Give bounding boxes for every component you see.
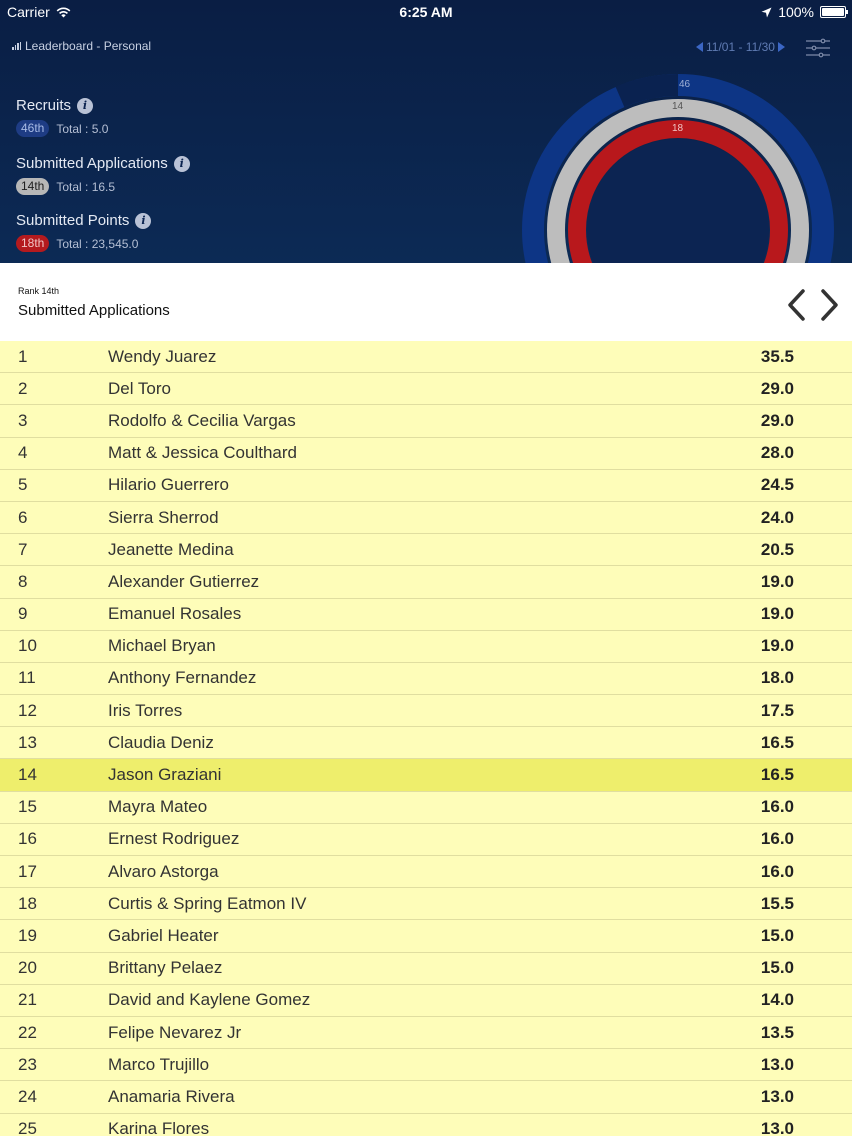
rank-badge: 46th — [16, 120, 49, 137]
battery-icon — [820, 6, 846, 18]
row-name: Rodolfo & Cecilia Vargas — [108, 410, 296, 430]
metric-label: Submitted Applications — [16, 155, 168, 172]
leaderboard-row[interactable] — [0, 920, 852, 952]
row-score: 19.0 — [760, 604, 794, 624]
row-rank: 5 — [18, 475, 28, 495]
row-rank: 12 — [18, 700, 37, 720]
leaderboard-row[interactable] — [0, 695, 852, 727]
row-name: Iris Torres — [108, 700, 183, 720]
status-right-group — [761, 4, 846, 20]
row-name: Wendy Juarez — [108, 346, 217, 366]
row-score: 13.5 — [760, 1022, 794, 1042]
metric-total: Total : 16.5 — [56, 179, 116, 194]
row-name: Alexander Gutierrez — [108, 571, 260, 591]
row-score: 24.0 — [760, 507, 794, 527]
row-score: 18.0 — [760, 668, 794, 688]
leaderboard-section-header — [0, 263, 852, 341]
row-score: 29.0 — [760, 378, 794, 398]
row-rank: 7 — [18, 539, 28, 559]
row-score: 15.0 — [760, 925, 794, 945]
row-score: 16.0 — [760, 797, 794, 817]
leaderboard-row[interactable] — [0, 985, 852, 1017]
row-rank: 19 — [18, 925, 37, 945]
row-rank: 4 — [18, 443, 28, 463]
leaderboard-row[interactable] — [0, 566, 852, 598]
row-rank: 15 — [18, 797, 37, 817]
rank-badge: 18th — [16, 235, 49, 252]
row-rank: 18 — [18, 893, 37, 913]
rank-rings-chart — [518, 72, 838, 263]
signal-bars-icon — [12, 42, 21, 50]
info-icon[interactable]: i — [174, 156, 190, 172]
leaderboard-list[interactable] — [0, 341, 852, 1136]
leaderboard-row[interactable] — [0, 534, 852, 566]
row-score: 29.0 — [760, 410, 794, 430]
row-rank: 24 — [18, 1086, 37, 1106]
row-rank: 13 — [18, 732, 37, 752]
date-range-text: 11/01 - 11/30 — [706, 40, 775, 54]
row-name: Hilario Guerrero — [108, 475, 229, 495]
row-name: David and Kaylene Gomez — [108, 990, 311, 1010]
row-name: Ernest Rodriguez — [108, 829, 240, 849]
row-rank: 14 — [18, 765, 37, 785]
row-rank: 23 — [18, 1054, 37, 1074]
ring-inner-label: 18 — [672, 123, 684, 134]
leaderboard-title-text: Leaderboard - Personal — [25, 39, 152, 53]
leaderboard-row[interactable] — [0, 792, 852, 824]
previous-category-button[interactable] — [784, 287, 810, 323]
row-rank: 2 — [18, 378, 28, 398]
row-rank: 21 — [18, 990, 37, 1010]
leaderboard-title — [12, 39, 151, 53]
row-name: Del Toro — [108, 378, 171, 398]
info-icon[interactable]: i — [77, 98, 93, 114]
metric-submitted-points — [16, 212, 151, 252]
row-score: 13.0 — [760, 1054, 794, 1074]
leaderboard-row[interactable] — [0, 631, 852, 663]
leaderboard-row[interactable] — [0, 599, 852, 631]
metric-total: Total : 5.0 — [56, 121, 109, 136]
ring-outer-label: 46 — [679, 79, 691, 90]
row-score: 24.5 — [760, 475, 794, 495]
row-score: 28.0 — [760, 443, 794, 463]
row-name: Felipe Nevarez Jr — [108, 1022, 242, 1042]
leaderboard-row[interactable] — [0, 1114, 852, 1136]
metric-label: Submitted Points — [16, 212, 130, 229]
row-name: Gabriel Heater — [108, 925, 219, 945]
row-score: 15.5 — [760, 893, 794, 913]
row-name: Mayra Mateo — [108, 797, 208, 817]
ring-outer-gap — [620, 85, 678, 97]
row-score: 16.0 — [760, 829, 794, 849]
row-rank: 11 — [18, 668, 36, 688]
row-name: Marco Trujillo — [108, 1054, 210, 1074]
leaderboard-row[interactable] — [0, 953, 852, 985]
section-rank-label: Rank 14th — [18, 286, 60, 296]
section-title: Submitted Applications — [18, 302, 170, 319]
leaderboard-row[interactable] — [0, 470, 852, 502]
row-name: Anamaria Rivera — [108, 1086, 235, 1106]
next-category-button[interactable] — [816, 287, 842, 323]
row-rank: 16 — [18, 829, 37, 849]
row-rank: 25 — [18, 1119, 37, 1136]
metric-recruits — [16, 97, 108, 137]
battery-percent: 100% — [778, 4, 814, 20]
leaderboard-row[interactable] — [0, 663, 852, 695]
row-name: Matt & Jessica Coulthard — [108, 443, 297, 463]
metric-label: Recruits — [16, 97, 72, 114]
rank-badge: 14th — [16, 178, 49, 195]
row-name: Sierra Sherrod — [108, 507, 219, 527]
row-name: Anthony Fernandez — [108, 668, 257, 688]
carrier-label: Carrier — [7, 4, 50, 20]
leaderboard-row[interactable] — [0, 438, 852, 470]
row-rank: 10 — [18, 636, 37, 656]
row-score: 19.0 — [760, 636, 794, 656]
row-name: Alvaro Astorga — [108, 861, 219, 881]
row-rank: 22 — [18, 1022, 37, 1042]
next-period-icon[interactable] — [778, 42, 785, 52]
row-name: Emanuel Rosales — [108, 604, 242, 624]
previous-period-icon[interactable] — [696, 42, 703, 52]
leaderboard-row[interactable] — [0, 1017, 852, 1049]
row-score: 16.5 — [760, 765, 794, 785]
row-score: 19.0 — [760, 571, 794, 591]
metric-total: Total : 23,545.0 — [56, 236, 139, 251]
row-name: Michael Bryan — [108, 636, 216, 656]
location-arrow-icon — [761, 7, 772, 18]
leaderboard-row[interactable] — [0, 856, 852, 888]
leaderboard-row[interactable] — [0, 888, 852, 920]
info-icon[interactable]: i — [135, 213, 151, 229]
row-rank: 3 — [18, 410, 28, 430]
row-name: Curtis & Spring Eatmon IV — [108, 893, 307, 913]
row-score: 35.5 — [760, 346, 794, 366]
leaderboard-header-panel — [0, 0, 852, 263]
leaderboard-row[interactable] — [0, 1049, 852, 1081]
row-name: Jason Graziani — [108, 765, 222, 785]
leaderboard-row[interactable] — [0, 341, 852, 373]
row-name: Claudia Deniz — [108, 732, 214, 752]
row-rank: 1 — [18, 346, 28, 366]
leaderboard-row-current-user[interactable] — [0, 759, 852, 791]
row-score: 13.0 — [760, 1086, 794, 1106]
row-rank: 9 — [18, 604, 28, 624]
row-rank: 17 — [18, 861, 37, 881]
filter-sliders-icon[interactable] — [806, 38, 830, 58]
leaderboard-row[interactable] — [0, 502, 852, 534]
row-score: 16.0 — [760, 861, 794, 881]
row-rank: 6 — [18, 507, 28, 527]
status-bar — [0, 0, 852, 24]
row-rank: 20 — [18, 958, 37, 978]
leaderboard-row[interactable] — [0, 373, 852, 405]
row-score: 16.5 — [760, 732, 794, 752]
row-score: 13.0 — [760, 1119, 794, 1136]
leaderboard-row[interactable] — [0, 824, 852, 856]
row-name: Brittany Pelaez — [108, 958, 223, 978]
metric-submitted-applications — [16, 155, 190, 195]
clock: 6:25 AM — [399, 4, 453, 20]
leaderboard-row[interactable] — [0, 727, 852, 759]
row-score: 15.0 — [760, 958, 794, 978]
row-score: 14.0 — [760, 990, 794, 1010]
date-range-selector[interactable] — [696, 40, 785, 54]
leaderboard-row[interactable] — [0, 405, 852, 437]
leaderboard-row[interactable] — [0, 1081, 852, 1113]
row-score: 20.5 — [760, 539, 794, 559]
row-rank: 8 — [18, 571, 28, 591]
row-score: 17.5 — [760, 700, 794, 720]
row-name: Karina Flores — [108, 1119, 210, 1136]
ring-middle-label: 14 — [672, 101, 684, 112]
row-name: Jeanette Medina — [108, 539, 234, 559]
